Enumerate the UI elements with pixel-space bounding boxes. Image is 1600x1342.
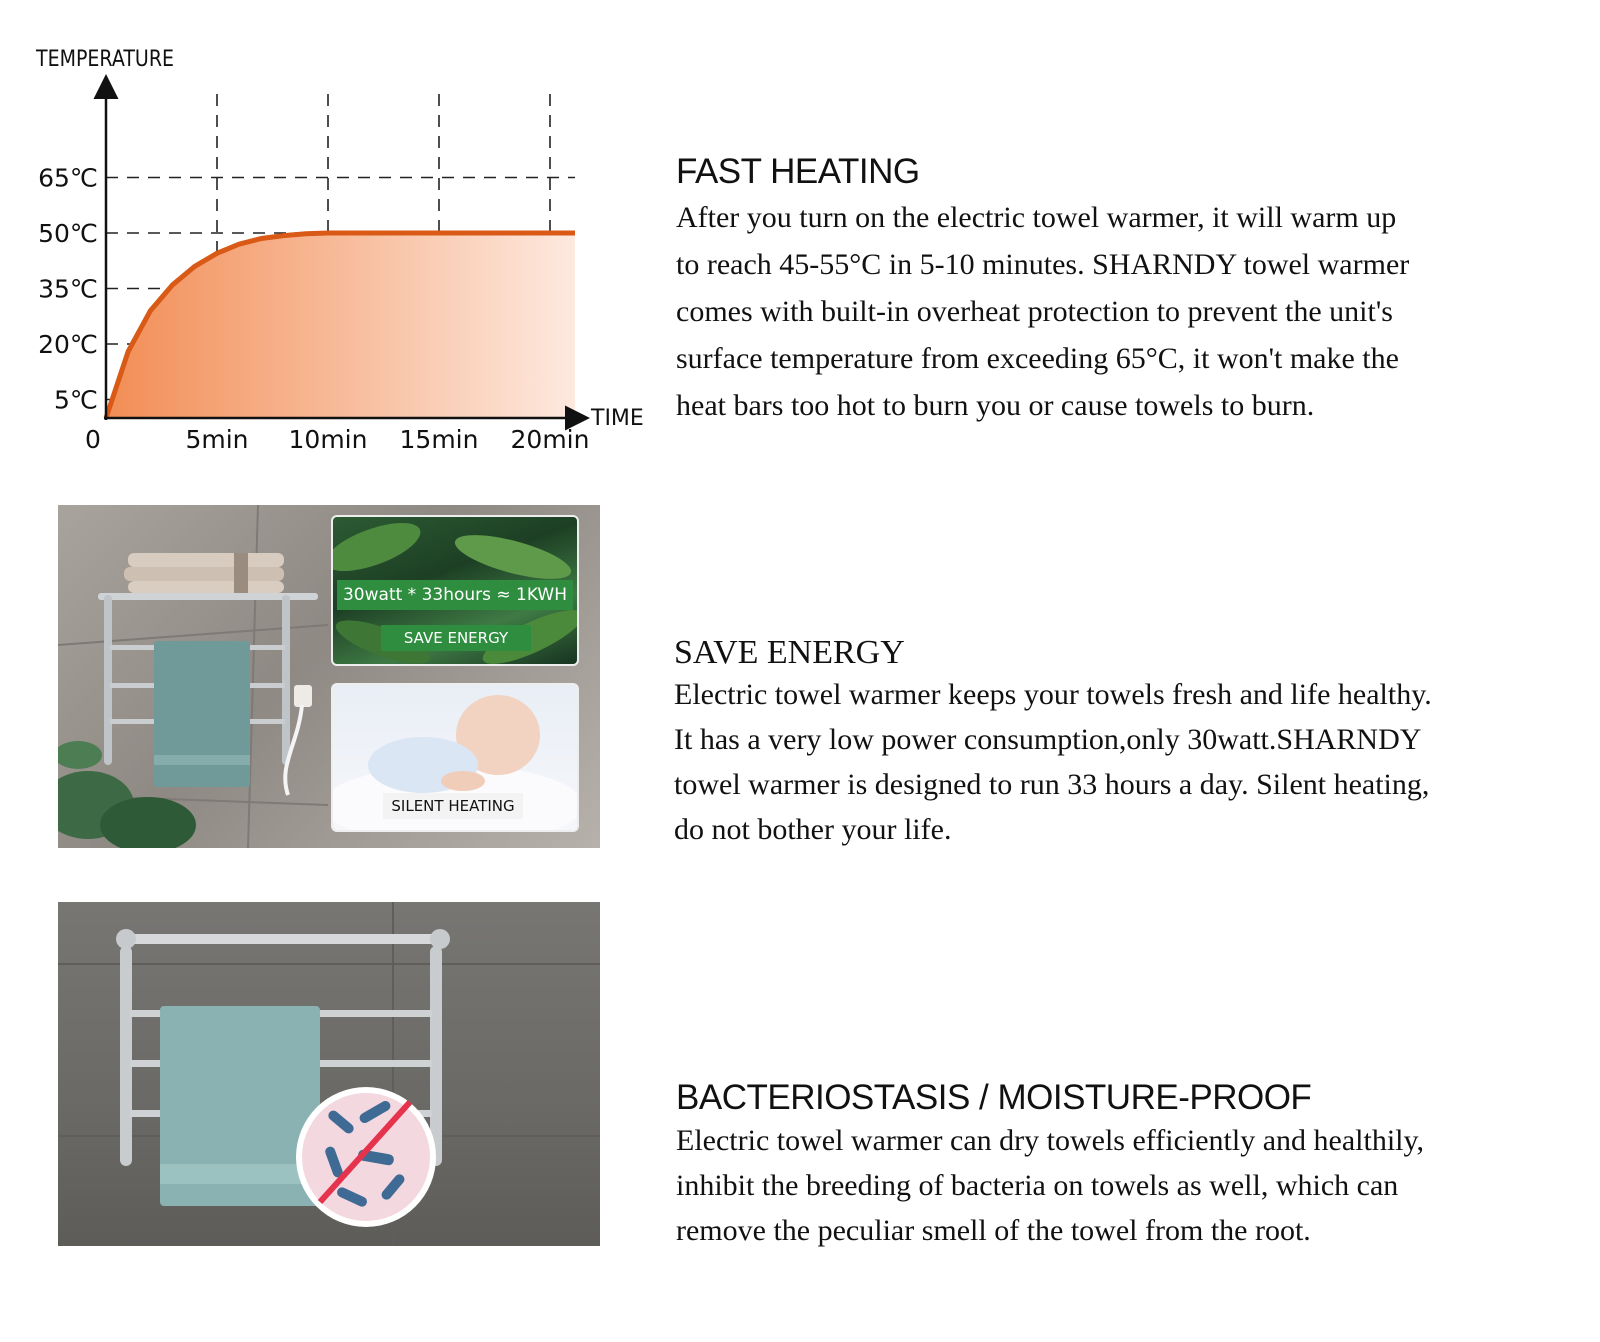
sleeping-baby-inset [331, 683, 579, 832]
leaf-inset [331, 515, 579, 666]
body-line: do not bother your life. [674, 813, 952, 846]
body-line: remove the peculiar smell of the towel from the root. [676, 1214, 1311, 1247]
towel-rack-illustration [58, 902, 600, 1246]
x-tick-labels [85, 425, 589, 454]
fast-heating-section [676, 152, 1576, 429]
body-line: comes with built-in overheat protection to prevent the unit's [676, 295, 1393, 328]
save-energy-section [674, 634, 1574, 852]
section-title: BACTERIOSTASIS / MOISTURE-PROOF [676, 1078, 1312, 1117]
x-tick-label: 0 [85, 425, 101, 454]
body-line: surface temperature from exceeding 65°C, it won't make the [676, 342, 1399, 375]
section-title: SAVE ENERGY [674, 634, 905, 671]
x-tick-label: 15min [399, 425, 479, 454]
silent-heating-badge: SILENT HEATING [383, 793, 523, 819]
body-line: towel warmer is designed to run 33 hours a day. Silent heating, [674, 768, 1430, 801]
save-energy-badge: SAVE ENERGY [381, 625, 531, 651]
chart-area-fill [106, 233, 575, 418]
x-axis-title: TIME [591, 406, 644, 431]
body-line: Electric towel warmer can dry towels efficiently and healthily, [676, 1124, 1425, 1157]
x-tick-label: 20min [510, 425, 590, 454]
y-axis-title: TEMPERATURE [35, 47, 174, 72]
section-body [676, 1118, 1576, 1253]
energy-formula-banner: 30watt * 33hours ≈ 1KWH [337, 580, 573, 610]
x-tick-label: 10min [288, 425, 368, 454]
body-line: It has a very low power consumption,only 30watt.SHARNDY [674, 723, 1422, 756]
y-tick-label: 20℃ [38, 330, 98, 359]
section-body [676, 194, 1576, 429]
body-line: to reach 45-55°C in 5-10 minutes. SHARNDY towel warmer [676, 248, 1410, 281]
y-tick-label: 35℃ [38, 274, 98, 304]
save-energy-photo [58, 505, 600, 848]
body-line: Electric towel warmer keeps your towels fresh and life healthy. [674, 678, 1432, 711]
body-line: inhibit the breeding of bacteria on towels as well, which can [676, 1169, 1399, 1202]
bacteriostasis-photo [58, 902, 600, 1246]
temperature-chart [0, 0, 660, 480]
y-tick-label: 50℃ [38, 219, 98, 248]
section-body [674, 672, 1574, 852]
body-line: heat bars too hot to burn you or cause towels to burn. [676, 389, 1315, 422]
section-title: FAST HEATING [676, 152, 920, 191]
bacteriostasis-section [676, 1078, 1576, 1253]
x-tick-label: 5min [185, 425, 249, 454]
body-line: After you turn on the electric towel warmer, it will warm up [676, 201, 1397, 234]
y-tick-label: 65℃ [38, 163, 98, 193]
y-tick-label: 5℃ [54, 385, 98, 415]
y-tick-labels [38, 164, 98, 415]
